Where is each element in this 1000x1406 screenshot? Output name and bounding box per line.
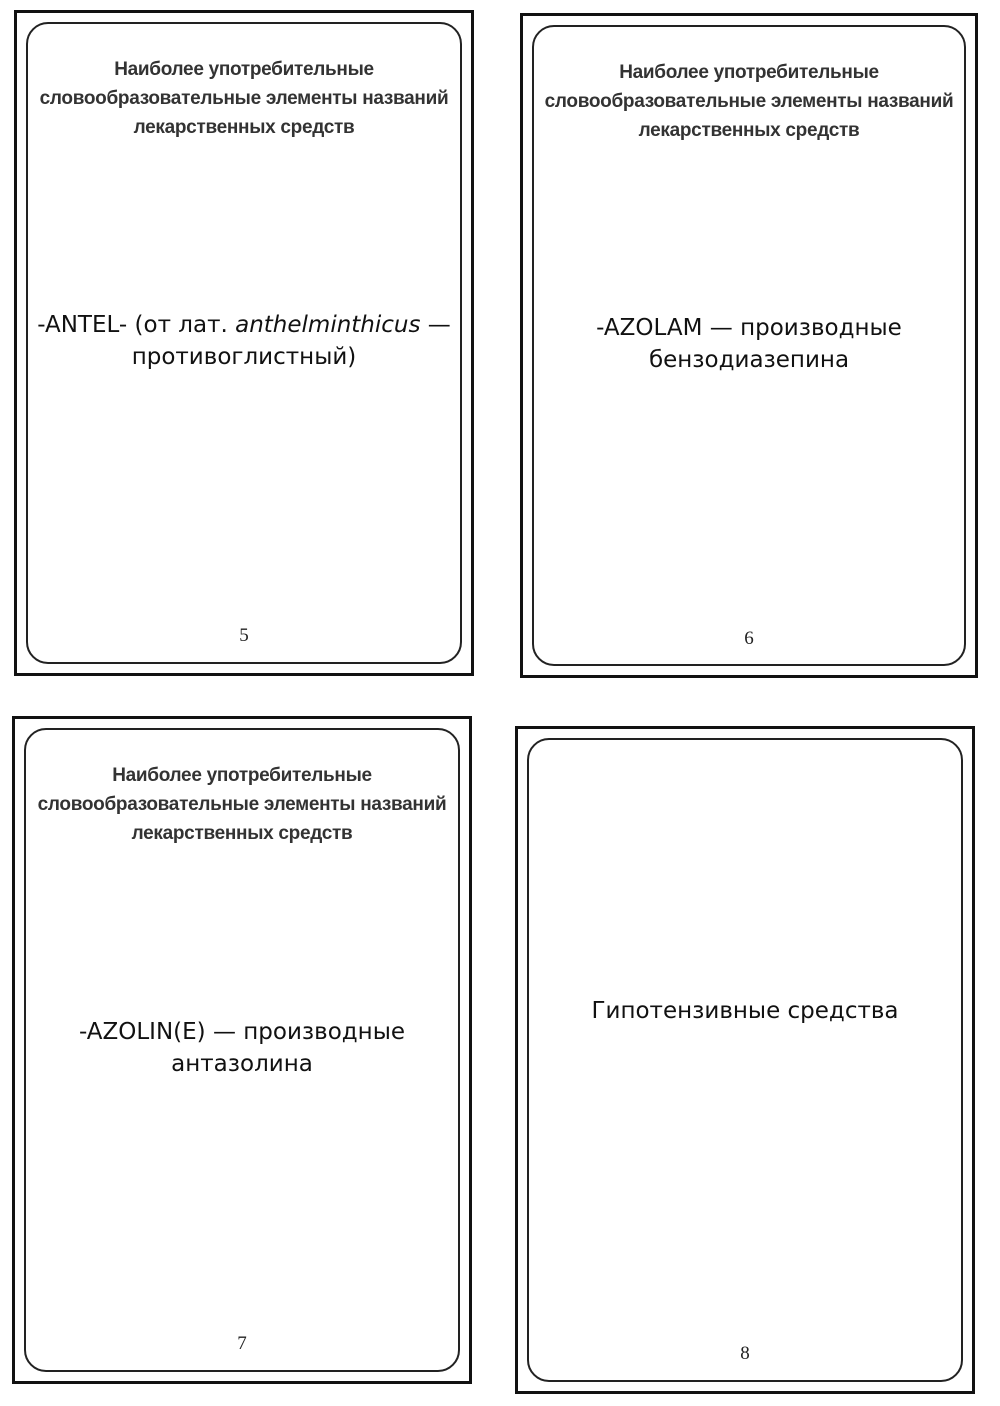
card-page-6 <box>520 13 978 678</box>
card-page-8 <box>515 726 975 1394</box>
page-number: 6 <box>744 628 754 649</box>
card-page-5 <box>14 10 474 676</box>
page-number: 8 <box>740 1343 750 1364</box>
card-inner-frame <box>527 738 963 1382</box>
card-section-title: Гипотензивные средства <box>591 998 899 1024</box>
card-term <box>31 309 457 373</box>
term-prefix: -ANTEL- (от лат. <box>37 312 236 338</box>
page-number: 7 <box>237 1333 247 1354</box>
card-page-7 <box>12 716 472 1384</box>
card-header: Наиболее употребительные словообразовательные элементы названий лекарственных средств <box>37 765 447 844</box>
card-term: -AZOLAM — производные бензодиазепина <box>596 315 902 373</box>
card-header: Наиболее употребительные словообразовательные элементы названий лекарственных средств <box>544 62 954 141</box>
card-header: Наиболее употребительные словообразовательные элементы названий лекарственных средств <box>39 59 449 138</box>
card-term: -AZOLIN(E) — производные антазолина <box>78 1019 406 1077</box>
term-suffix: — противоглистный) <box>131 312 451 370</box>
term-latin-word: anthelminthicus <box>235 312 421 338</box>
page-number: 5 <box>239 625 249 646</box>
